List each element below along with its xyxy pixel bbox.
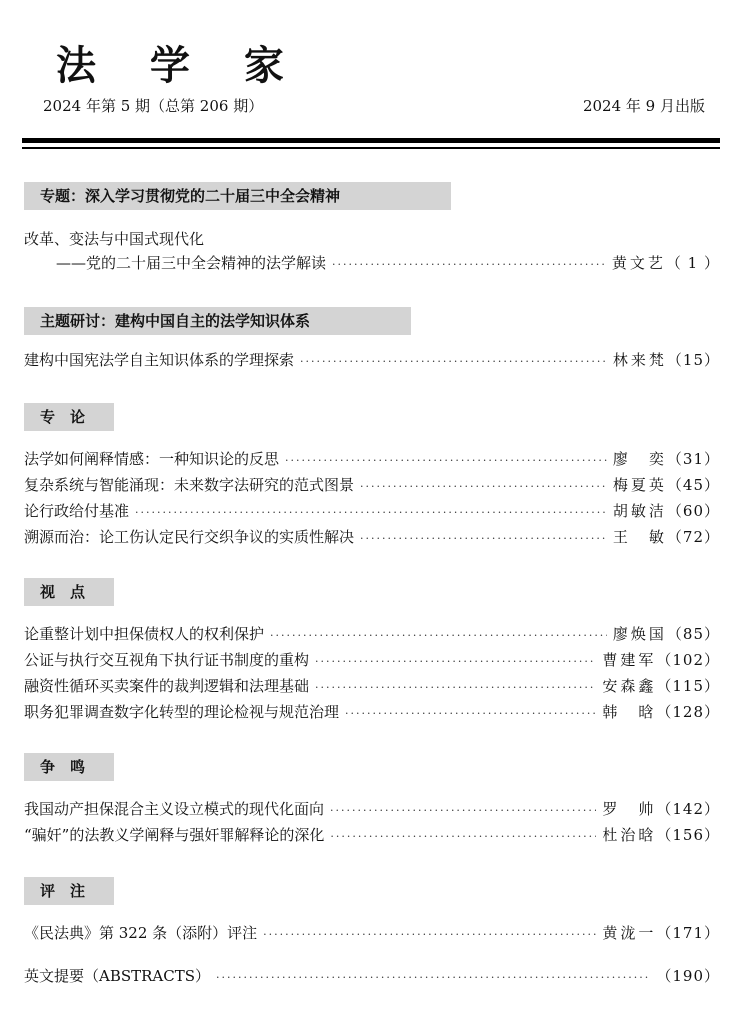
page-number: （115） [656, 677, 720, 695]
article-title: 法学如何阐释情感：一种知识论的反思 [24, 450, 280, 468]
article-subtitle: ——党的二十届三中全会精神的法学解读 [56, 254, 327, 272]
section-heading: 争 鸣 [24, 753, 114, 781]
abstracts-title: 英文提要（ABSTRACTS） [24, 967, 211, 985]
leader-dots [345, 707, 596, 720]
article-title: 职务犯罪调查数字化转型的理论检视与规范治理 [24, 703, 340, 721]
section-heading: 专 论 [24, 403, 114, 431]
page-number: （190） [656, 967, 720, 985]
author: 梅夏英 [612, 476, 667, 494]
leader-dots [360, 532, 607, 545]
header-rule-thick [22, 138, 720, 143]
toc-entry[interactable] [56, 252, 720, 274]
journal-title: 法 学 家 [56, 43, 304, 89]
section-heading: 评 注 [24, 877, 114, 905]
leader-dots [285, 454, 607, 467]
article-title: 论重整计划中担保债权人的权利保护 [24, 625, 265, 643]
author: 廖 奕 [612, 450, 667, 468]
toc-entry[interactable] [24, 798, 720, 820]
article-title: 溯源而治：论工伤认定民行交织争议的实质性解决 [24, 528, 355, 546]
author: 胡敏洁 [612, 502, 667, 520]
page-number: （31） [666, 450, 720, 468]
article-title: 复杂系统与智能涌现：未来数字法研究的范式图景 [24, 476, 355, 494]
leader-dots [330, 804, 596, 817]
page-number: （15） [666, 351, 720, 369]
leader-dots [315, 681, 596, 694]
article-title: 我国动产担保混合主义设立模式的现代化面向 [24, 800, 325, 818]
leader-dots [330, 830, 596, 843]
author: 罗 帅 [602, 800, 657, 818]
toc-entry[interactable] [24, 649, 720, 671]
toc-entry[interactable] [24, 701, 720, 723]
leader-dots [332, 258, 606, 271]
leader-dots [263, 928, 596, 941]
toc-entry[interactable] [24, 922, 720, 944]
toc-entry[interactable] [24, 526, 720, 548]
page-number: （45） [666, 476, 720, 494]
toc-entry[interactable] [24, 675, 720, 697]
page-number: （ 1 ） [665, 254, 720, 272]
author: 曹建军 [602, 651, 657, 669]
leader-dots [300, 355, 607, 368]
section-heading: 专题：深入学习贯彻党的二十届三中全会精神 [24, 182, 451, 210]
page-number: （60） [666, 502, 720, 520]
page-number: （142） [656, 800, 720, 818]
toc-entry[interactable] [24, 824, 720, 846]
article-title: “骗奸”的法教义学阐释与强奸罪解释论的深化 [24, 826, 325, 844]
toc-entry-abstracts[interactable] [24, 965, 720, 987]
page-number: （156） [656, 826, 720, 844]
leader-dots [360, 480, 607, 493]
author: 杜治晗 [602, 826, 657, 844]
section-heading: 视 点 [24, 578, 114, 606]
issue-info: 2024 年第 5 期（总第 206 期） [43, 97, 264, 115]
author: 黄泷一 [602, 924, 657, 942]
article-title: 公证与执行交互视角下执行证书制度的重构 [24, 651, 310, 669]
author: 韩 晗 [602, 703, 657, 721]
author: 王 敏 [612, 528, 667, 546]
toc-entry[interactable] [24, 448, 720, 470]
toc-entry[interactable] [24, 623, 720, 645]
page-number: （72） [666, 528, 720, 546]
toc-entry[interactable] [24, 349, 720, 371]
section-heading: 主题研讨：建构中国自主的法学知识体系 [24, 307, 411, 335]
page-number: （85） [666, 625, 720, 643]
author: 林来梵 [612, 351, 667, 369]
leader-dots [135, 506, 607, 519]
page-number: （128） [656, 703, 720, 721]
article-title: 建构中国宪法学自主知识体系的学理探索 [24, 351, 295, 369]
publication-date: 2024 年 9 月出版 [582, 97, 705, 115]
author: 廖焕国 [612, 625, 667, 643]
page-number: （102） [656, 651, 720, 669]
page-number: （171） [656, 924, 720, 942]
toc-entry[interactable] [24, 500, 720, 522]
article-title: 融资性循环买卖案件的裁判逻辑和法理基础 [24, 677, 310, 695]
header-rule-thin [22, 147, 720, 149]
toc-entry[interactable] [24, 474, 720, 496]
article-title: 论行政给付基准 [24, 502, 130, 520]
article-title[interactable]: 改革、变法与中国式现代化 [24, 230, 205, 248]
author: 安森鑫 [602, 677, 657, 695]
leader-dots [315, 655, 596, 668]
leader-dots [270, 629, 607, 642]
leader-dots [216, 971, 650, 984]
article-title: 《民法典》第 322 条（添附）评注 [24, 924, 258, 942]
author: 黄文艺 [611, 254, 666, 272]
